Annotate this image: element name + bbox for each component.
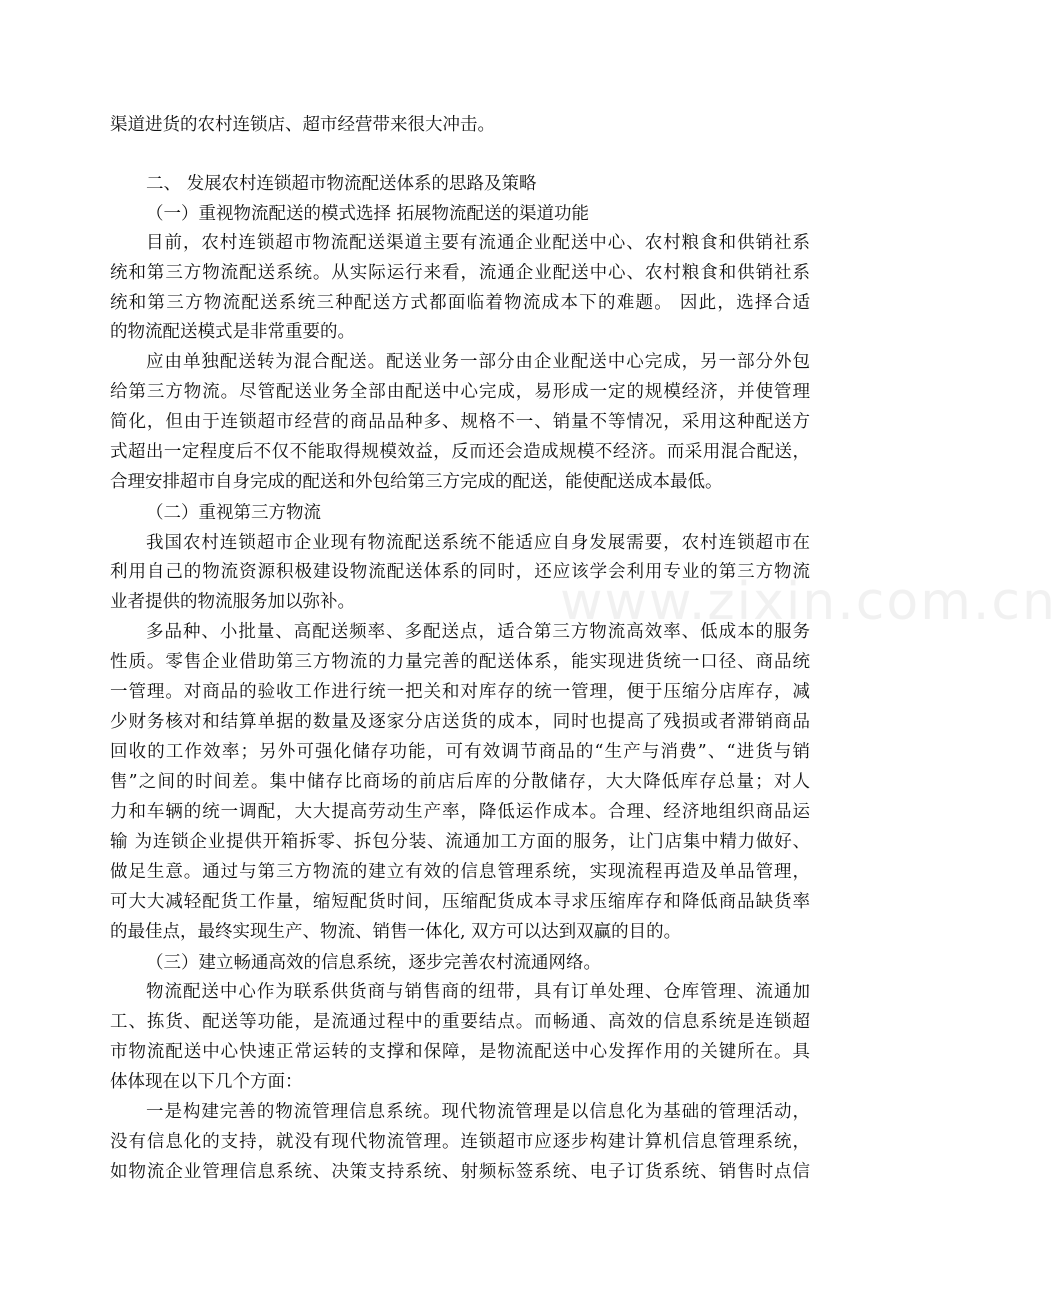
- text-line: 一是构建完善的物流管理信息系统。现代物流管理是以信息化为基础的管理活动，: [146, 1102, 810, 1122]
- text-line: 业者提供的物流服务加以弥补。: [110, 592, 355, 612]
- text-line: 给第三方物流。尽管配送业务全部由配送中心完成，易形成一定的规模经济，并使管理: [110, 382, 810, 402]
- text-line: 可大大减轻配货工作量，缩短配货时间，压缩配货成本寻求压缩库存和降低商品缺货率: [110, 892, 810, 912]
- text-line: 统和第三方物流配送系统。从实际运行来看，流通企业配送中心、农村粮食和供销社系: [110, 263, 810, 283]
- text-line: 体体现在以下几个方面：: [110, 1072, 303, 1092]
- text-line: 式超出一定程度后不仅不能取得规模效益，反而还会造成规模不经济。而采用混合配送，: [110, 442, 810, 462]
- text-line: 的最佳点，最终实现生产、物流、销售一体化, 双方可以达到双赢的目的。: [110, 922, 682, 942]
- text-line: 少财务核对和结算单据的数量及逐家分店送货的成本，同时也提高了残损或者滞销商品: [110, 712, 810, 732]
- text-line: 的物流配送模式是非常重要的。: [110, 322, 355, 342]
- section-heading: 二、 发展农村连锁超市物流配送体系的思路及策略: [146, 174, 537, 194]
- text-line: 力和车辆的统一调配，大大提高劳动生产率，降低运作成本。合理、经济地组织商品运: [110, 802, 810, 822]
- text-line: 工、拣货、配送等功能，是流通过程中的重要结点。而畅通、高效的信息系统是连锁超: [110, 1012, 810, 1032]
- text-line: 如物流企业管理信息系统、决策支持系统、射频标签系统、电子订货系统、销售时点信: [110, 1162, 810, 1182]
- text-line: 没有信息化的支持，就没有现代物流管理。连锁超市应逐步构建计算机信息管理系统，: [110, 1132, 810, 1152]
- text-line: 性质。零售企业借助第三方物流的力量完善的配送体系，能实现进货统一口径、商品统: [110, 652, 810, 672]
- text-line: 售”之间的时间差。集中储存比商场的前店后库的分散储存，大大降低库存总量；对人: [110, 772, 810, 792]
- subsection-heading: （二）重视第三方物流: [146, 503, 321, 523]
- text-line: 多品种、小批量、高配送频率、多配送点，适合第三方物流高效率、低成本的服务: [146, 622, 810, 642]
- text-line: 渠道进货的农村连锁店、超市经营带来很大冲击。: [110, 115, 495, 135]
- subsection-heading: （一）重视物流配送的模式选择 拓展物流配送的渠道功能: [146, 204, 590, 224]
- text-line: 简化，但由于连锁超市经营的商品品种多、规格不一、销量不等情况，采用这种配送方: [110, 412, 810, 432]
- text-line: 应由单独配送转为混合配送。配送业务一部分由企业配送中心完成，另一部分外包: [146, 352, 810, 372]
- text-line: 输 为连锁企业提供开箱拆零、拆包分装、流通加工方面的服务，让门店集中精力做好、: [110, 832, 810, 852]
- text-line: 回收的工作效率；另外可强化储存功能，可有效调节商品的“生产与消费”、“进货与销: [110, 742, 810, 762]
- text-line: 统和第三方物流配送系统三种配送方式都面临着物流成本下的难题。 因此，选择合适: [110, 293, 810, 313]
- text-line: 利用自己的物流资源积极建设物流配送体系的同时，还应该学会利用专业的第三方物流: [110, 562, 810, 582]
- text-line: 目前，农村连锁超市物流配送渠道主要有流通企业配送中心、农村粮食和供销社系: [146, 233, 810, 253]
- text-line: 我国农村连锁超市企业现有物流配送系统不能适应自身发展需要，农村连锁超市在: [146, 533, 810, 553]
- text-line: 做足生意。通过与第三方物流的建立有效的信息管理系统，实现流程再造及单品管理，: [110, 862, 810, 882]
- text-line: 市物流配送中心快速正常运转的支撑和保障，是物流配送中心发挥作用的关键所在。具: [110, 1042, 810, 1062]
- text-line: 物流配送中心作为联系供货商与销售商的纽带，具有订单处理、仓库管理、流通加: [146, 982, 810, 1002]
- subsection-heading: （三）建立畅通高效的信息系统，逐步完善农村流通网络。: [146, 953, 601, 973]
- text-line: 合理安排超市自身完成的配送和外包给第三方完成的配送，能使配送成本最低。: [110, 472, 723, 492]
- watermark: www.zixin.com.cn: [560, 572, 1057, 632]
- text-line: 一管理。对商品的验收工作进行统一把关和对库存的统一管理，便于压缩分店库存，减: [110, 682, 810, 702]
